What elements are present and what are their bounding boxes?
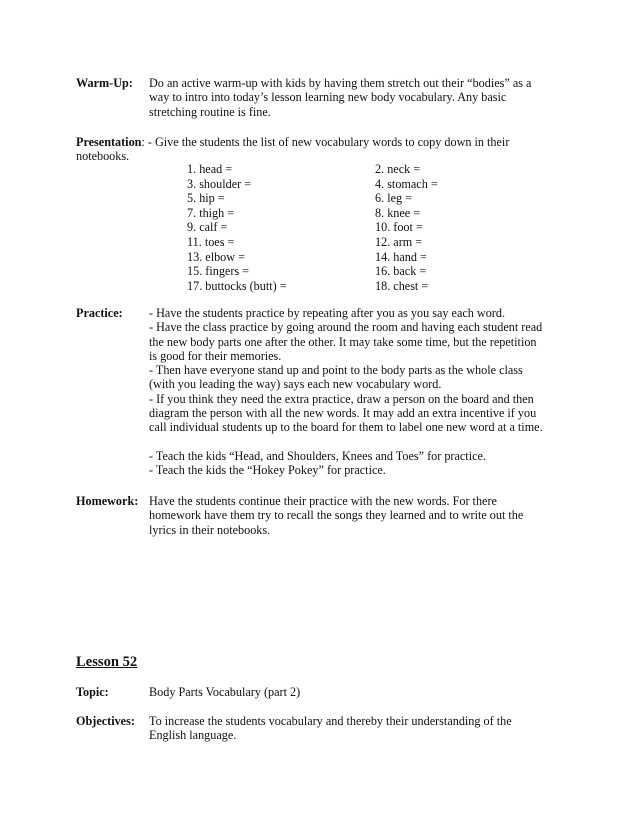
practice-line: - If you think they need the extra practice, draw a person on the board and then bbox=[149, 391, 534, 406]
practice-line: the new body parts one after the other. It may take some time, but the repetition bbox=[149, 334, 537, 349]
lesson-title: Lesson 52 bbox=[76, 654, 138, 670]
vocab-row bbox=[187, 206, 487, 221]
vocab-item: 18. chest = bbox=[375, 278, 429, 293]
homework-line: Have the students continue their practice with the new words. For there bbox=[149, 494, 497, 508]
vocab-item: 2. neck = bbox=[375, 162, 421, 176]
homework-label: Homework: bbox=[76, 494, 139, 508]
warmup-line: way to intro into today’s lesson learning new body vocabulary. Any basic bbox=[149, 90, 507, 105]
warmup-text bbox=[149, 76, 559, 119]
topic-line: Body Parts Vocabulary (part 2) bbox=[149, 685, 301, 699]
objectives-label: Objectives: bbox=[76, 714, 135, 728]
vocab-row bbox=[187, 191, 487, 206]
presentation-line-2: notebooks. bbox=[76, 149, 130, 164]
vocab-item: 6. leg = bbox=[375, 191, 412, 206]
vocab-row bbox=[187, 279, 487, 294]
vocab-item: 17. buttocks (butt) = bbox=[187, 278, 287, 293]
vocab-item: 13. elbow = bbox=[187, 249, 245, 264]
practice-line: - Then have everyone stand up and point to the body parts as the whole class bbox=[149, 363, 523, 378]
warmup-label: Warm-Up: bbox=[76, 76, 133, 90]
vocab-row bbox=[187, 177, 487, 192]
vocab-row bbox=[187, 235, 487, 250]
practice-line: - Teach the kids “Head, and Shoulders, Knees and Toes” for practice. bbox=[149, 448, 486, 463]
vocab-item: 7. thigh = bbox=[187, 205, 235, 220]
vocab-item: 14. hand = bbox=[375, 249, 427, 264]
warmup-line: stretching routine is fine. bbox=[149, 104, 271, 119]
warmup-line: Do an active warm-up with kids by having them stretch out their “bodies” as a bbox=[149, 76, 532, 90]
presentation-text: : - Give the students the list of new vocabulary words to copy down in their bbox=[141, 135, 510, 149]
practice-line: is good for their memories. bbox=[149, 348, 282, 363]
practice-line: - Teach the kids the “Hokey Pokey” for practice. bbox=[149, 463, 386, 478]
vocab-item: 9. calf = bbox=[187, 220, 228, 235]
practice-line: diagram the person with all the new words. It may add an extra incentive if you bbox=[149, 406, 537, 421]
practice-label: Practice: bbox=[76, 306, 123, 320]
objectives-line: To increase the students vocabulary and thereby their understanding of the bbox=[149, 714, 512, 728]
vocab-item: 12. arm = bbox=[375, 234, 423, 249]
vocab-row bbox=[187, 220, 487, 235]
vocab-item: 11. toes = bbox=[187, 234, 235, 249]
objectives-line: English language. bbox=[149, 728, 237, 743]
vocab-item: 16. back = bbox=[375, 264, 427, 279]
vocab-item: 4. stomach = bbox=[375, 176, 438, 191]
vocab-item: 5. hip = bbox=[187, 191, 225, 206]
presentation-intro bbox=[76, 135, 556, 164]
presentation-line-1 bbox=[76, 135, 556, 149]
presentation-label: Presentation bbox=[76, 135, 142, 149]
objectives-text bbox=[149, 714, 559, 743]
paragraph-gap bbox=[149, 435, 559, 449]
practice-line: - Have the class practice by going around the room and having each student read bbox=[149, 320, 543, 335]
topic-label: Topic: bbox=[76, 685, 109, 699]
vocab-item: 1. head = bbox=[187, 162, 233, 176]
practice-line: (with you leading the way) says each new vocabulary word. bbox=[149, 377, 442, 392]
vocab-item: 10. foot = bbox=[375, 220, 423, 235]
vocabulary-list bbox=[187, 162, 487, 293]
vocab-row bbox=[187, 264, 487, 279]
homework-line: lyrics in their notebooks. bbox=[149, 522, 271, 537]
vocab-item: 3. shoulder = bbox=[187, 176, 252, 191]
vocab-item: 8. knee = bbox=[375, 205, 421, 220]
vocab-row bbox=[187, 250, 487, 265]
vocab-item: 15. fingers = bbox=[187, 264, 250, 279]
practice-line: - Have the students practice by repeating after you as you say each word. bbox=[149, 306, 506, 320]
vocab-row bbox=[187, 162, 487, 177]
homework-text bbox=[149, 494, 559, 537]
topic-text bbox=[149, 685, 559, 699]
practice-text bbox=[149, 306, 559, 478]
practice-line: call individual students up to the board for them to label one new word at a time. bbox=[149, 420, 543, 435]
homework-line: homework have them try to recall the songs they learned and to write out the bbox=[149, 508, 524, 523]
